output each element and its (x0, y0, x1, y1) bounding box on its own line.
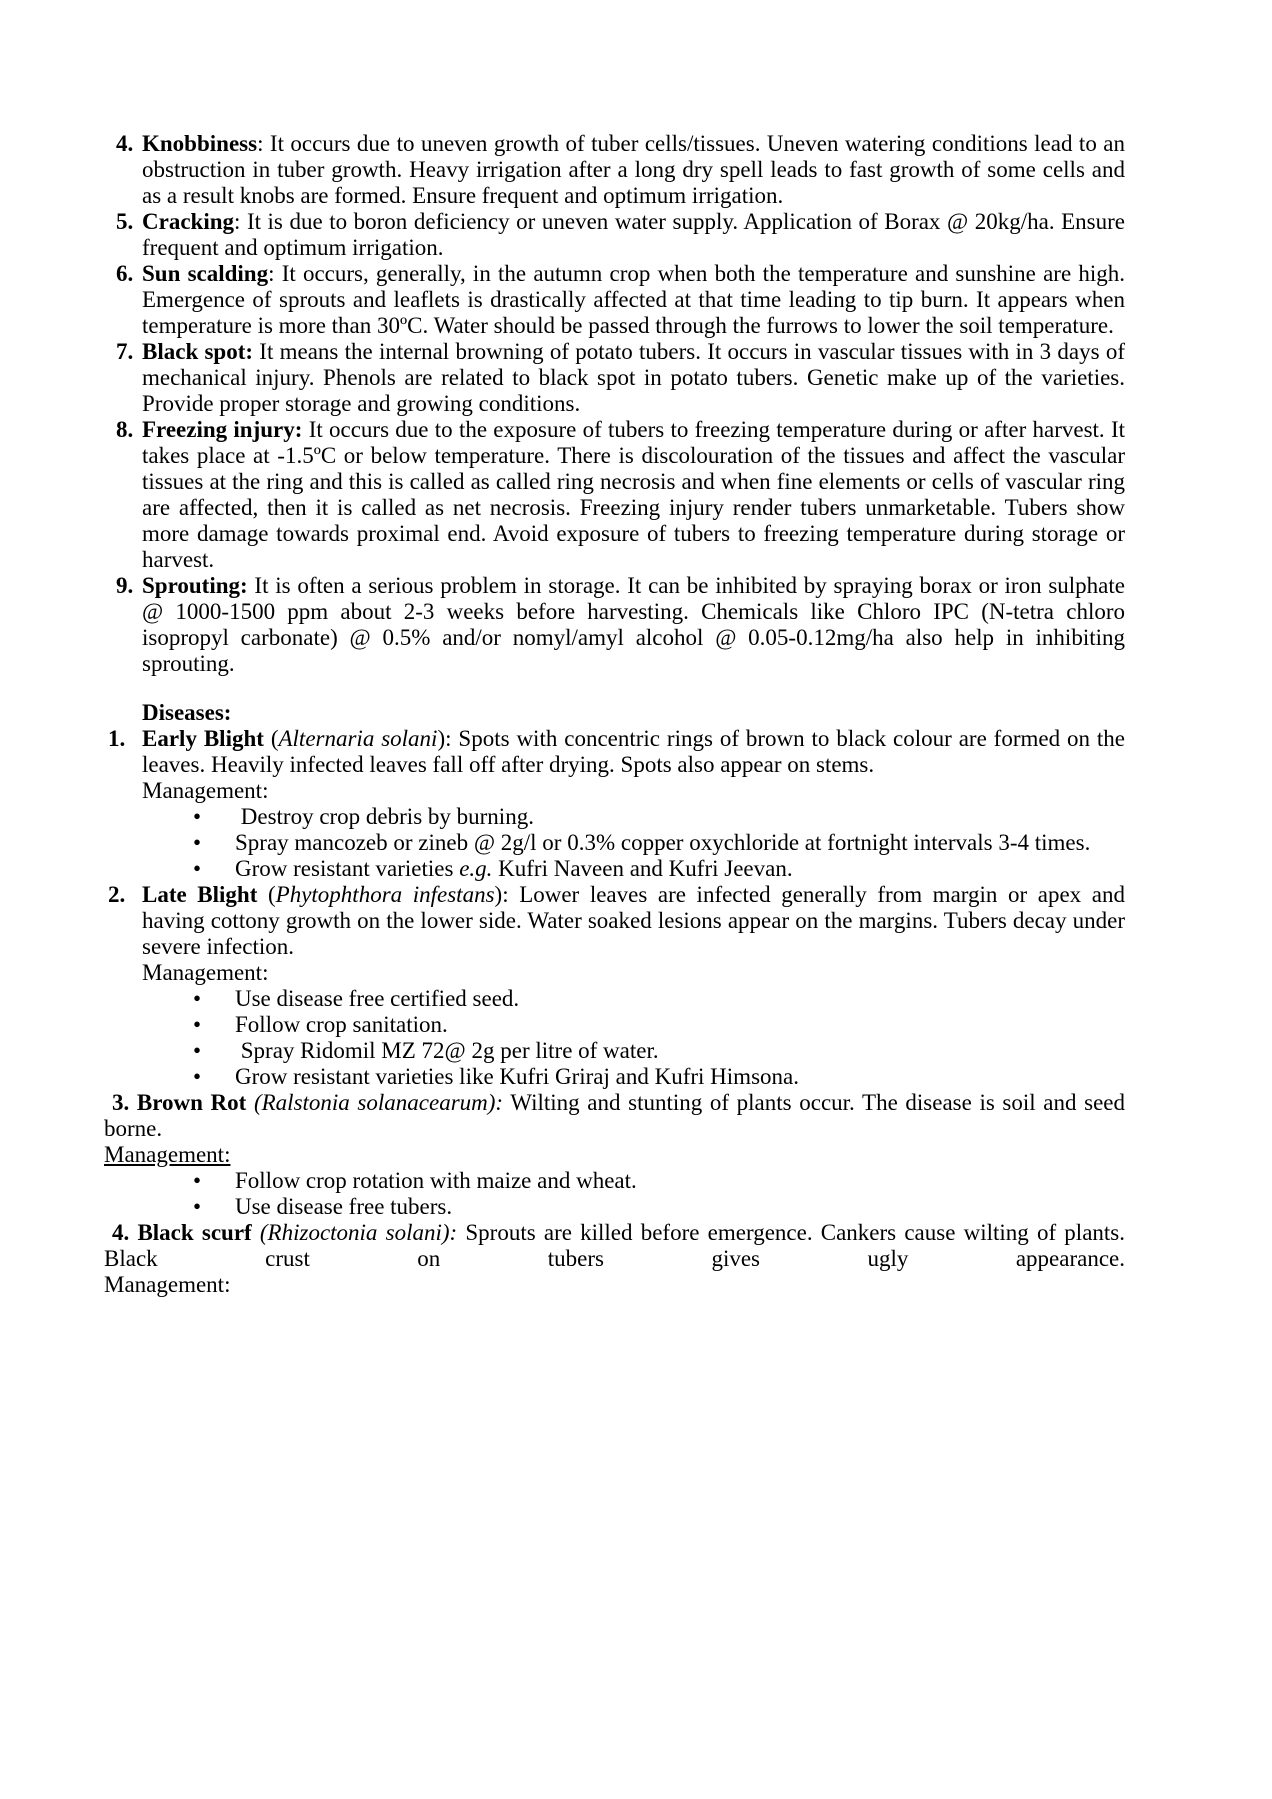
disease-text: Sprouts are killed before emergence. Cankers cause wilting of plants. Black crust on tubers gives ugly appearance. (104, 1220, 1126, 1271)
bullet-icon: • (193, 1038, 202, 1063)
management-label: Management: (104, 1142, 231, 1167)
disease-term: Late Blight (142, 882, 268, 907)
disorder-term: Sprouting: (142, 573, 248, 598)
bullet-icon: • (193, 804, 202, 829)
disease-text: Spots with concentric rings of brown to black colour are formed on the leaves. Heavily infected leaves fall off after drying. Spots also appear on stems. (142, 726, 1125, 777)
bullet-item (104, 804, 1125, 830)
latin-name: (Rhizoctonia solani): (259, 1220, 458, 1245)
disorder-text: It means the internal browning of potato tubers. It occurs in vascular tissues with in 3 days of mechanical injury. Phenols are related to black spot in potato tubers. Genetic make up of the varieties. Provide proper storage and growing conditions. (142, 339, 1125, 416)
item-number: 7. (116, 339, 134, 364)
bullet-item (104, 1194, 1125, 1220)
bullet-text: Spray mancozeb or zineb @ 2g/l or 0.3% copper oxychloride at fortnight intervals 3-4 times. (235, 830, 1091, 855)
disease-text: Wilting and stunting of plants occur. The disease is soil and seed borne. (104, 1090, 1126, 1141)
paren: ): (494, 882, 509, 907)
bullet-icon: • (193, 986, 202, 1011)
disorder-term: Knobbiness (142, 131, 258, 156)
bullet-item (104, 1038, 1125, 1064)
item-number: 9. (116, 573, 134, 598)
disease-brown-rot (104, 1090, 1125, 1142)
bullet-item (104, 830, 1125, 856)
disorder-cracking (104, 209, 1125, 261)
bullet-icon: • (193, 1168, 202, 1193)
bullet-text: Kufri Naveen and Kufri Jeevan. (492, 856, 793, 881)
disorder-text: : It is due to boron deficiency or uneven water supply. Application of Borax @ 20kg/ha. Ensure frequent and optimum irrigation. (142, 209, 1125, 260)
paren: ): (437, 726, 452, 751)
paren: ( (270, 726, 279, 751)
disorder-text: : It occurs, generally, in the autumn crop when both the temperature and sunshine are high. Emergence of sprouts and leaflets is drastically affected at that time leading to tip burn. It appears when temperature is more than 30ºC. Water should be passed through the furrows to lower the soil temperature. (142, 261, 1126, 338)
disorder-term: Freezing injury: (142, 417, 303, 442)
bullet-text-italic: e.g. (459, 856, 493, 881)
management-label: Management: (142, 960, 269, 985)
latin-name: Phytophthora infestans (275, 882, 495, 907)
latin-name: Alternaria solani (278, 726, 438, 751)
disorder-sun-scalding (104, 261, 1125, 339)
disorder-term: Black spot: (142, 339, 254, 364)
disorders-list (104, 131, 1125, 677)
bullet-text: Destroy crop debris by burning. (235, 804, 534, 829)
management-label: Management: (104, 1272, 231, 1297)
item-number: 5. (116, 209, 134, 234)
disorder-freezing-injury (104, 417, 1125, 573)
item-number: 6. (116, 261, 134, 286)
bullet-item (104, 1064, 1125, 1090)
bullet-icon: • (193, 1012, 202, 1037)
bullet-text: Follow crop sanitation. (235, 1012, 448, 1037)
disease-term: 4. Black scurf (112, 1220, 260, 1245)
disease-early-blight (104, 726, 1125, 778)
item-number: 4. (116, 131, 134, 156)
disease-late-blight (104, 882, 1125, 960)
latin-name: (Ralstonia solanacearum): (253, 1090, 504, 1115)
disorder-term: Sun scalding (142, 261, 269, 286)
bullet-icon: • (193, 1194, 202, 1219)
bullet-text: Grow resistant varieties like Kufri Griraj and Kufri Himsona. (235, 1064, 799, 1089)
disease-text: Lower leaves are infected generally from margin or apex and having cottony growth on the lower side. Water soaked lesions appear on the margins. Tubers decay under severe infection. (142, 882, 1125, 959)
bullet-icon: • (193, 1064, 202, 1089)
diseases-section (104, 700, 1125, 1298)
disorder-text: : It occurs due to uneven growth of tuber cells/tissues. Uneven watering conditions lead to an obstruction in tuber growth. Heavy irrigation after a long dry spell leads to fast growth of some cells and as a result knobs are formed. Ensure frequent and optimum irrigation. (142, 131, 1125, 208)
disorder-text: It is often a serious problem in storage. It can be inhibited by spraying borax or iron sulphate @ 1000-1500 ppm about 2-3 weeks before harvesting. Chemicals like Chloro IPC (N-tetra chloro isopropyl carbonate) @ 0.5% and/or nomyl/amyl alcohol @ 0.05-0.12mg/ha also help in inhibiting sprouting. (142, 573, 1125, 676)
bullet-icon: • (193, 830, 202, 855)
disorder-sprouting (104, 573, 1125, 677)
diseases-heading: Diseases: (142, 700, 232, 725)
bullet-text: Use disease free certified seed. (235, 986, 520, 1011)
bullet-text: Grow resistant varieties (235, 856, 460, 881)
bullet-text: Spray Ridomil MZ 72@ 2g per litre of water. (235, 1038, 659, 1063)
item-number: 8. (116, 417, 134, 442)
disorder-knobbiness (104, 131, 1125, 209)
disease-term: 3. Brown Rot (112, 1090, 254, 1115)
bullet-text: Use disease free tubers. (235, 1194, 453, 1219)
disorder-term: Cracking (142, 209, 234, 234)
bullet-item (104, 1168, 1125, 1194)
paren: ( (267, 882, 276, 907)
disease-term: Early Blight (142, 726, 271, 751)
disease-black-scurf (104, 1220, 1125, 1272)
item-number: 2. (108, 882, 126, 907)
disorder-black-spot (104, 339, 1125, 417)
bullet-item (104, 856, 1125, 882)
management-label: Management: (142, 778, 269, 803)
bullet-text: Follow crop rotation with maize and wheat. (235, 1168, 637, 1193)
bullet-icon: • (193, 856, 202, 881)
bullet-item (104, 1012, 1125, 1038)
bullet-item (104, 986, 1125, 1012)
item-number: 1. (108, 726, 126, 751)
disorder-text: It occurs due to the exposure of tubers to freezing temperature during or after harvest. It takes place at -1.5ºC or below temperature. There is discolouration of the tissues and affect the vascular tissues at the ring and this is called as called ring necrosis and when fine elements or cells of vascular ring are affected, then it is called as net necrosis. Freezing injury render tubers unmarketable. Tubers show more damage towards proximal end. Avoid exposure of tubers to freezing temperature during storage or harvest. (142, 417, 1125, 572)
